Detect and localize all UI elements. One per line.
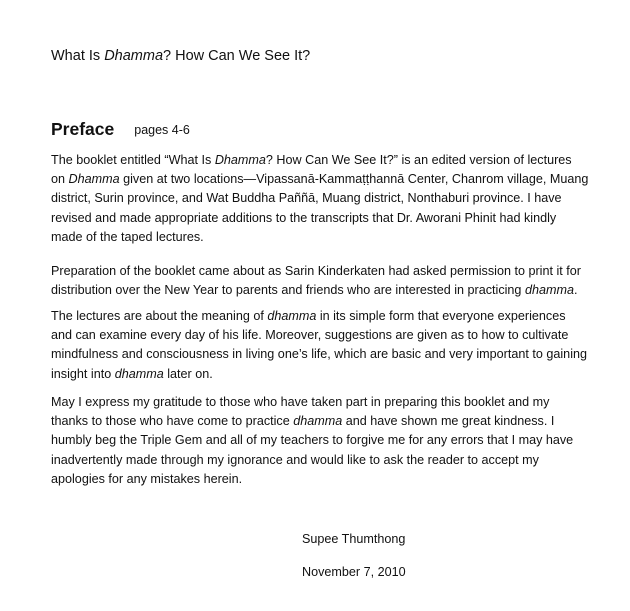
line-text: Preparation of the booklet came about as Sarin Kinderkaten had asked permission to print it for <box>51 264 581 278</box>
paragraph-line <box>51 262 611 281</box>
paragraph-line <box>51 451 611 470</box>
paragraph-line <box>51 189 611 208</box>
title-text-end: ? How Can We See It? <box>163 48 311 64</box>
line-text: on <box>51 172 69 187</box>
paragraph-1 <box>51 151 611 247</box>
paragraph-line <box>51 307 611 326</box>
paragraph-line <box>51 281 611 300</box>
paragraph-line <box>51 345 611 364</box>
paragraph-line <box>51 431 611 450</box>
line-text: thanks to those who have come to practice <box>51 414 294 429</box>
paragraph-line <box>51 209 611 228</box>
line-emphasis: dhamma <box>267 309 317 323</box>
line-text: in its simple form that everyone experiences <box>316 309 566 323</box>
line-text: and have shown me great kindness. I <box>342 414 555 429</box>
line-emphasis: Dhamma <box>68 172 120 187</box>
paragraph-line <box>51 470 611 489</box>
line-text: mindfulness and consciousness in living one’s life, which are basic and very important to gaining <box>51 347 587 362</box>
line-text: The lectures are about the meaning of <box>51 309 268 323</box>
line-emphasis: dhamma <box>524 283 574 298</box>
line-text: distribution over the New Year to parents and friends who are interested in practicing <box>51 283 525 298</box>
paragraph-line <box>51 326 611 345</box>
title-emphasis: Dhamma <box>104 48 164 64</box>
line-text: made of the taped lectures. <box>51 229 204 244</box>
line-emphasis: Dhamma <box>214 153 266 167</box>
line-text: apologies for any mistakes herein. <box>51 471 243 486</box>
paragraph-line <box>51 365 611 384</box>
line-text: revised and made appropriate additions to the transcripts that Dr. Aworani Phinit had kindly <box>51 210 557 225</box>
title-text-start: What Is <box>51 48 105 64</box>
paragraph-4 <box>51 393 611 489</box>
paragraph-line <box>51 393 611 412</box>
preface-header <box>51 117 190 141</box>
line-text: later on. <box>163 366 213 381</box>
paragraph-2 <box>51 262 611 300</box>
line-text: district, Surin province, and Wat Buddha Paññā, Muang district, Nonthaburi province. I have <box>51 191 562 206</box>
line-text: humbly beg the Triple Gem and all of my teachers to forgive me for any errors that I may have <box>51 433 574 448</box>
line-text: ? How Can We See It?” is an edited version of lectures <box>265 153 572 167</box>
paragraph-3 <box>51 307 611 384</box>
signature-name: Supee Thumthong <box>302 532 406 546</box>
preface-heading: Preface <box>51 119 115 139</box>
line-text: inadvertently made through my ignorance and would like to ask the reader to accept my <box>51 452 539 467</box>
line-text: given at two locations—Vipassanā-Kammaṭṭhannā Center, Chanrom village, Muang <box>119 172 589 187</box>
line-text: and can examine every day of his life. Moreover, suggestions are given as to how to cultivate <box>51 328 569 343</box>
paragraph-line <box>51 170 611 189</box>
line-text: The booklet entitled “What Is <box>51 153 215 167</box>
signature-date: November 7, 2010 <box>302 565 406 579</box>
line-text: insight into <box>51 366 115 381</box>
document-title <box>51 46 310 66</box>
line-emphasis: dhamma <box>114 366 164 381</box>
preface-page-range: pages 4-6 <box>134 123 190 137</box>
line-text: . <box>573 283 578 298</box>
paragraph-line <box>51 412 611 431</box>
paragraph-line <box>51 228 611 247</box>
line-text: May I express my gratitude to those who have taken part in preparing this booklet and my <box>51 395 550 409</box>
line-emphasis: dhamma <box>293 414 343 429</box>
paragraph-line <box>51 151 611 170</box>
